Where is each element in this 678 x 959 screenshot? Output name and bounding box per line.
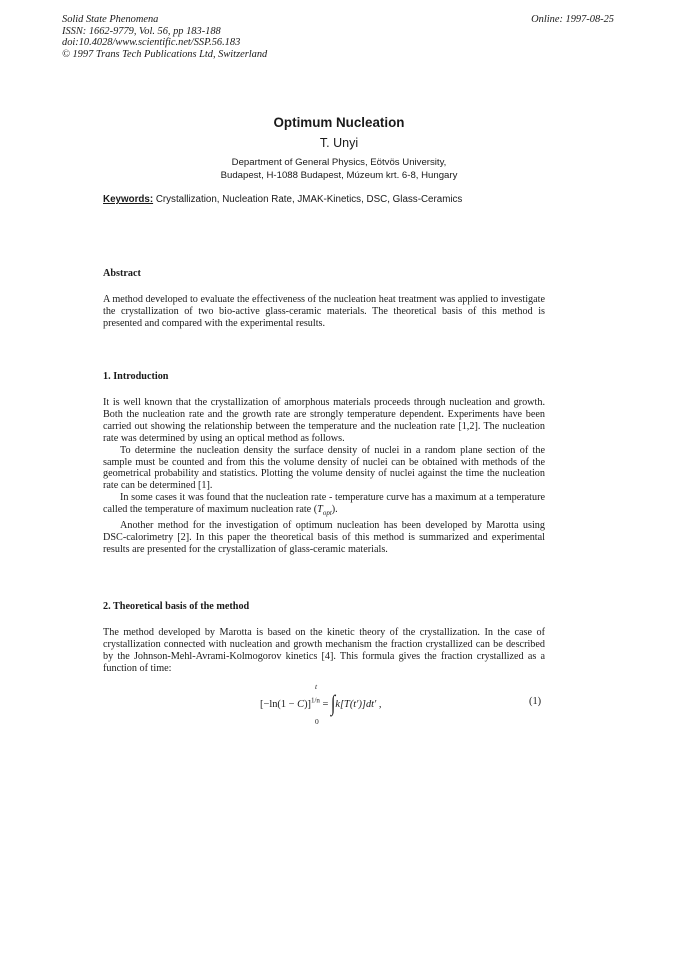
doi-line: doi:10.4028/www.scientific.net/SSP.56.183	[62, 37, 241, 49]
abstract-heading: Abstract	[103, 268, 141, 279]
theory-paragraph-1: The method developed by Marotta is based on the kinetic theory of the crystallization. In the case of crystallization connected with nucleation and growth mechanism the fraction crystallized can be described by the Johnson-Mehl-Avrami-Kolmogorov kinetics [4]. This formula gives the fraction crystallized as a function of time:	[103, 627, 545, 674]
affiliation-line-1: Department of General Physics, Eötvös University,	[231, 157, 447, 168]
journal-name: Solid State Phenomena	[62, 14, 159, 25]
eq-k: k	[335, 699, 341, 710]
keywords	[103, 194, 462, 205]
t-opt-subscript: opt	[322, 509, 332, 518]
introduction-heading: 1. Introduction	[103, 371, 169, 382]
abstract-text	[103, 294, 545, 330]
intro-paragraph-1: It is well known that the crystallization of amorphous materials proceeds through nucleation and growth. Both the nucleation rate and the growth rate are strongly temperature dependent. Experiments have been carried out showing the relationship between the temperature and the nucleation rate [1,2]. The nucleation rate was determined by using an optical method as follows.	[103, 397, 545, 444]
equation-body	[260, 692, 382, 717]
abstract-paragraph: A method developed to evaluate the effectiveness of the nucleation heat treatment was applied to investigate the crystallization of two bio-active glass-ceramic materials. The theoretical basis of this method is presented and compared with the experimental results.	[103, 294, 545, 329]
intro-paragraph-3	[103, 492, 545, 520]
affiliation-line-2: Budapest, H-1088 Budapest, Múzeum krt. 6-8, Hungary	[220, 169, 458, 181]
intro-p3-end: ).	[331, 504, 338, 516]
eq-exponent: 1/n	[310, 696, 320, 705]
affiliation	[0, 157, 678, 182]
integral-sign-icon: ∫	[331, 692, 336, 717]
eq-lhs-open: [−ln(1 −	[260, 699, 298, 710]
issn-line: ISSN: 1662-9779, Vol. 56, pp 183-188	[62, 25, 221, 37]
equation-number: (1)	[529, 696, 542, 707]
integral-upper-limit: t	[315, 682, 318, 691]
eq-integrand: [T(t′)]dt′ ,	[340, 699, 382, 710]
keywords-text: Crystallization, Nucleation Rate, JMAK-Kinetics, DSC, Glass-Ceramics	[153, 194, 463, 205]
equation-1	[0, 676, 678, 726]
eq-lhs-close: )]	[304, 699, 311, 710]
introduction-text	[103, 397, 545, 556]
online-date: Online: 1997-08-25	[531, 14, 614, 25]
intro-p3-text: In some cases it was found that the nucleation rate - temperature curve has a maximum at a temperature called the temperature of maximum nucleation rate (	[103, 492, 545, 516]
eq-equals: =	[319, 699, 331, 710]
eq-var-c: C	[297, 699, 305, 710]
intro-paragraph-4: Another method for the investigation of optimum nucleation has been developed by Marotta using DSC-calorimetry [2]. In this paper the theoretical basis of this method is summarized and experimental results are presented for the crystallization of glass-ceramic materials.	[103, 520, 545, 555]
paper-title: Optimum Nucleation	[273, 115, 405, 130]
t-opt-symbol: T	[317, 504, 323, 516]
keywords-label: Keywords:	[103, 194, 154, 205]
theory-text	[103, 627, 545, 675]
intro-paragraph-2: To determine the nucleation density the surface density of nuclei in a random plane section of the sample must be counted and from this the volume density of nuclei can be obtained with methods of the geometrical probability and statistics. Plotting the volume density of nuclei against the time the nucleation rate can be determined [1].	[103, 444, 545, 492]
theory-heading: 2. Theoretical basis of the method	[103, 601, 250, 612]
copyright-line: © 1997 Trans Tech Publications Ltd, Switzerland	[62, 48, 268, 60]
author-name: T. Unyi	[319, 136, 359, 150]
journal-header	[62, 14, 267, 60]
integral-lower-limit: 0	[315, 717, 319, 726]
